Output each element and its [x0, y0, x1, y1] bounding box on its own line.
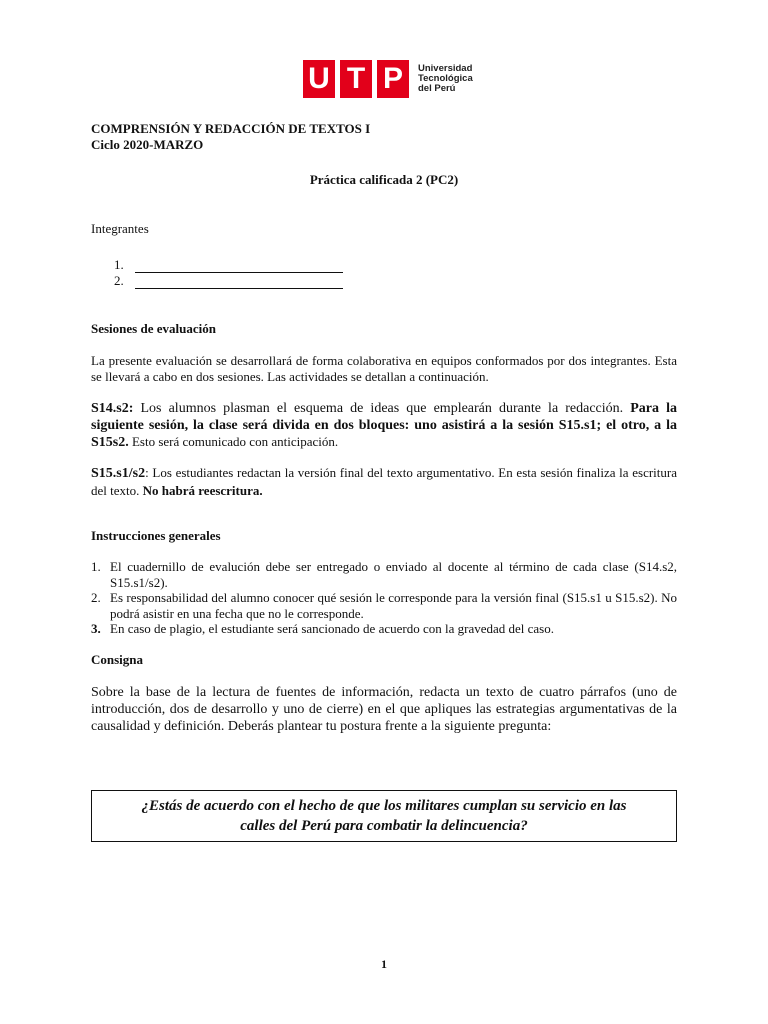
logo-university-name: Universidad Tecnológica del Perú — [418, 63, 473, 94]
question-line-2: calles del Perú para combatir la delincuencia? — [240, 818, 528, 834]
instruction-item-3: 3. En caso de plagio, el estudiante será sancionado de acuerdo con la gravedad del caso. — [91, 621, 554, 636]
page-number: 1 — [381, 957, 387, 971]
sessions-heading: Sesiones de evaluación — [91, 321, 216, 336]
session-label: S15.s1/s2 — [91, 466, 146, 481]
blank-line — [135, 275, 343, 289]
sessions-intro: La presente evaluación se desarrollará de forma colaborativa en equipos conformados por dos integrantes. Esta se llevará a cabo en dos sesiones. Las actividades se detallan a continuación. — [91, 353, 677, 384]
question-box — [91, 790, 677, 842]
consigna-text: Sobre la base de la lectura de fuentes de información, redacta un texto de cuatro párrafos (uno de introducción, dos de desarrollo y uno de cierre) en el que apliques las estrategias argumentativas de la causalidad y definición. Deberás plantear tu postura frente a la siguiente pregunta: — [91, 685, 677, 734]
member-line-1[interactable] — [114, 257, 343, 273]
instruction-item-1: 1. El cuadernillo de evalución debe ser entregado o enviado al docente al término de cada clase (S14.s2, S15.s1/s2). — [91, 559, 677, 590]
members-label: Integrantes — [91, 221, 149, 236]
logo-letter-p: P — [377, 60, 409, 98]
member-number: 1. — [114, 257, 124, 272]
instruction-item-2: 2. Es responsabilidad del alumno conocer qué sesión le corresponde para la versión final (S15.s1 u S15.s2). No podrá asistir en una fecha que no le corresponde. — [91, 590, 677, 621]
member-line-2[interactable] — [114, 273, 343, 289]
logo-letter-t: T — [340, 60, 372, 98]
session-label: S14.s2: — [91, 401, 134, 416]
instructions-heading: Instrucciones generales — [91, 528, 221, 543]
session-s14-paragraph: S14.s2: Los alumnos plasman el esquema de ideas que emplearán durante la redacción. Para la siguiente sesión, la clase será divida en dos bloques: uno asistirá a la sesión S15.s1; el otro, a la S15s2. Esto será comunicado con anticipación. — [91, 401, 677, 450]
page-title: Práctica calificada 2 (PC2) — [309, 172, 459, 187]
utp-logo — [303, 60, 473, 98]
course-title: COMPRENSIÓN Y REDACCIÓN DE TEXTOS I — [91, 121, 371, 136]
question-line-1: ¿Estás de acuerdo con el hecho de que los militares cumplan su servicio en las — [141, 798, 627, 814]
consigna-heading: Consigna — [91, 652, 144, 667]
session-s15-paragraph: S15.s1/s2: Los estudiantes redactan la versión final del texto argumentativo. En esta sesión finaliza la escritura del texto. No habrá reescritura. — [91, 465, 677, 498]
logo-letter-u: U — [303, 60, 335, 98]
blank-line — [135, 259, 343, 273]
member-number: 2. — [114, 273, 124, 288]
course-cycle: Ciclo 2020-MARZO — [91, 137, 204, 152]
